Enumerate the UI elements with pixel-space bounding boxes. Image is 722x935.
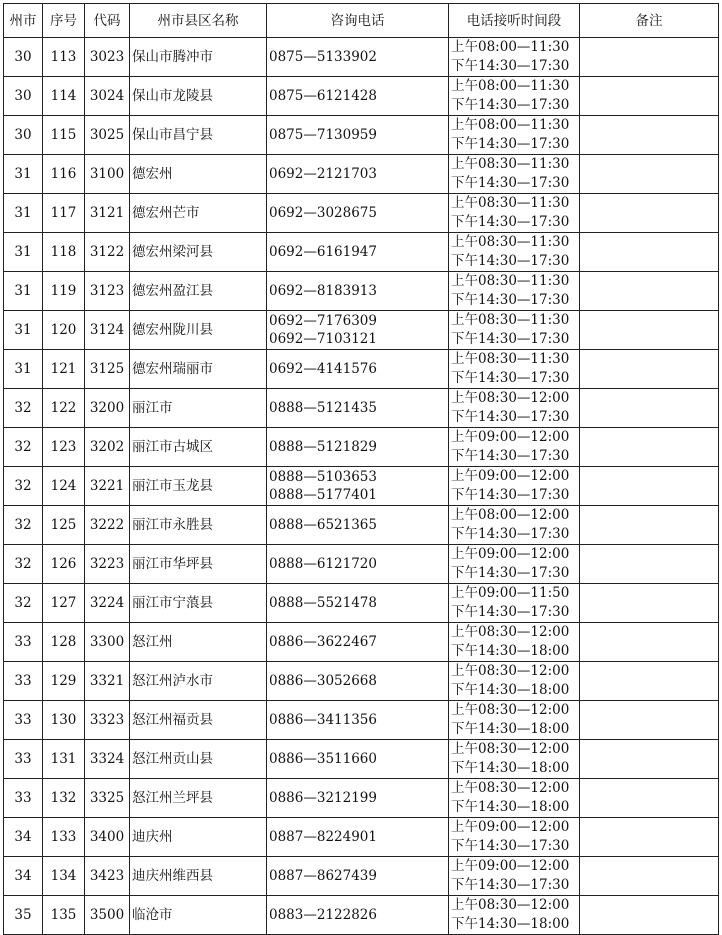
phone-number: 0888—5521478 [269,595,377,611]
morning-hours: 上午09:00—12:00 [451,468,570,484]
afternoon-hours: 下午14:30—17:30 [451,292,570,308]
cell-remarks [580,662,719,701]
cell-phone [267,155,449,194]
morning-hours: 上午08:00—11:30 [451,39,570,55]
cell-hours [449,194,580,233]
cell-code: 3321 [85,662,130,701]
cell-hours [449,155,580,194]
cell-remarks [580,623,719,662]
cell-region-name: 迪庆州 [130,818,267,857]
cell-seq: 122 [43,389,85,428]
cell-remarks [580,779,719,818]
cell-seq: 115 [43,116,85,155]
cell-seq: 131 [43,740,85,779]
table-row [4,389,719,428]
table-row [4,350,719,389]
cell-seq: 121 [43,350,85,389]
cell-phone [267,896,449,935]
cell-phone [267,38,449,77]
cell-code: 3500 [85,896,130,935]
cell-hours [449,350,580,389]
cell-remarks [580,233,719,272]
cell-seq: 123 [43,428,85,467]
cell-region-name: 丽江市玉龙县 [130,467,267,506]
cell-hours [449,38,580,77]
cell-hours [449,623,580,662]
afternoon-hours: 下午14:30—17:30 [451,487,570,503]
cell-remarks [580,116,719,155]
cell-seq: 132 [43,779,85,818]
table-row [4,38,719,77]
cell-zhoushi: 30 [4,77,43,116]
cell-hours [449,116,580,155]
table-row [4,545,719,584]
cell-zhoushi: 32 [4,584,43,623]
cell-zhoushi: 32 [4,428,43,467]
cell-code: 3400 [85,818,130,857]
cell-seq: 117 [43,194,85,233]
cell-zhoushi: 33 [4,662,43,701]
afternoon-hours: 下午14:30—18:00 [451,643,570,659]
cell-code: 3121 [85,194,130,233]
afternoon-hours: 下午14:30—17:30 [451,253,570,269]
morning-hours: 上午08:30—11:30 [451,156,570,172]
cell-hours [449,233,580,272]
cell-hours [449,389,580,428]
cell-seq: 128 [43,623,85,662]
cell-zhoushi: 34 [4,857,43,896]
table-row [4,779,719,818]
table-row [4,272,719,311]
cell-zhoushi: 33 [4,623,43,662]
afternoon-hours: 下午14:30—18:00 [451,682,570,698]
cell-hours [449,740,580,779]
cell-hours [449,584,580,623]
cell-seq: 125 [43,506,85,545]
cell-remarks [580,740,719,779]
cell-hours [449,662,580,701]
phone-number: 0692—8183913 [269,283,377,299]
afternoon-hours: 下午14:30—17:30 [451,409,570,425]
morning-hours: 上午09:00—12:00 [451,819,570,835]
cell-remarks [580,584,719,623]
cell-code: 3122 [85,233,130,272]
table-row [4,155,719,194]
morning-hours: 上午09:00—11:50 [451,585,570,601]
cell-hours [449,311,580,350]
phone-number: 0886—3052668 [269,673,377,689]
cell-region-name: 丽江市古城区 [130,428,267,467]
cell-region-name: 德宏州梁河县 [130,233,267,272]
cell-zhoushi: 33 [4,779,43,818]
cell-hours [449,818,580,857]
phone-number: 0886—3411356 [269,712,377,728]
cell-phone [267,623,449,662]
cell-phone [267,779,449,818]
cell-zhoushi: 31 [4,233,43,272]
cell-region-name: 丽江市宁蒗县 [130,584,267,623]
cell-region-name: 迪庆州维西县 [130,857,267,896]
phone-number: 0888—5177401 [269,487,377,503]
morning-hours: 上午08:30—12:00 [451,390,570,406]
cell-code: 3202 [85,428,130,467]
cell-region-name: 保山市昌宁县 [130,116,267,155]
cell-region-name: 怒江州 [130,623,267,662]
morning-hours: 上午08:30—12:00 [451,780,570,796]
morning-hours: 上午09:00—12:00 [451,546,570,562]
hotline-table [3,3,719,935]
cell-zhoushi: 32 [4,467,43,506]
morning-hours: 上午08:30—12:00 [451,663,570,679]
cell-code: 3025 [85,116,130,155]
cell-region-name: 德宏州陇川县 [130,311,267,350]
table-row [4,506,719,545]
table-body [4,38,719,935]
cell-region-name: 怒江州福贡县 [130,701,267,740]
phone-number: 0692—3028675 [269,205,377,221]
cell-code: 3023 [85,38,130,77]
cell-phone [267,272,449,311]
afternoon-hours: 下午14:30—17:30 [451,604,570,620]
table-row [4,857,719,896]
cell-region-name: 丽江市永胜县 [130,506,267,545]
cell-phone [267,389,449,428]
table-row [4,740,719,779]
morning-hours: 上午08:30—12:00 [451,741,570,757]
cell-code: 3123 [85,272,130,311]
cell-zhoushi: 30 [4,116,43,155]
cell-phone [267,350,449,389]
cell-remarks [580,857,719,896]
cell-phone [267,740,449,779]
table-row [4,194,719,233]
cell-seq: 118 [43,233,85,272]
morning-hours: 上午09:00—12:00 [451,429,570,445]
cell-zhoushi: 34 [4,818,43,857]
cell-hours [449,428,580,467]
cell-code: 3324 [85,740,130,779]
cell-zhoushi: 35 [4,896,43,935]
cell-hours [449,467,580,506]
cell-zhoushi: 32 [4,389,43,428]
cell-code: 3100 [85,155,130,194]
cell-code: 3124 [85,311,130,350]
phone-number: 0692—7176309 [269,313,377,329]
cell-seq: 113 [43,38,85,77]
cell-zhoushi: 33 [4,701,43,740]
cell-phone [267,857,449,896]
table-row [4,662,719,701]
afternoon-hours: 下午14:30—17:30 [451,175,570,191]
phone-number: 0886—3511660 [269,751,377,767]
table-row [4,77,719,116]
morning-hours: 上午08:00—11:30 [451,117,570,133]
cell-seq: 127 [43,584,85,623]
morning-hours: 上午08:00—12:00 [451,507,570,523]
cell-seq: 129 [43,662,85,701]
cell-hours [449,506,580,545]
cell-region-name: 德宏州芒市 [130,194,267,233]
afternoon-hours: 下午14:30—17:30 [451,136,570,152]
cell-code: 3221 [85,467,130,506]
afternoon-hours: 下午14:30—17:30 [451,331,570,347]
cell-remarks [580,896,719,935]
cell-hours [449,701,580,740]
cell-region-name: 临沧市 [130,896,267,935]
cell-region-name: 怒江州兰坪县 [130,779,267,818]
cell-phone [267,77,449,116]
cell-code: 3024 [85,77,130,116]
cell-remarks [580,272,719,311]
header-remarks: 备注 [580,4,719,38]
cell-code: 3423 [85,857,130,896]
cell-zhoushi: 32 [4,545,43,584]
cell-zhoushi: 31 [4,311,43,350]
cell-seq: 124 [43,467,85,506]
cell-remarks [580,311,719,350]
phone-number: 0692—4141576 [269,361,377,377]
cell-phone [267,116,449,155]
morning-hours: 上午09:00—12:00 [451,858,570,874]
phone-number: 0886—3212199 [269,790,377,806]
cell-seq: 120 [43,311,85,350]
morning-hours: 上午08:30—11:30 [451,273,570,289]
cell-phone [267,311,449,350]
cell-code: 3224 [85,584,130,623]
cell-remarks [580,818,719,857]
cell-region-name: 德宏州 [130,155,267,194]
afternoon-hours: 下午14:30—18:00 [451,760,570,776]
cell-phone [267,545,449,584]
phone-number: 0887—8224901 [269,829,377,845]
morning-hours: 上午08:00—11:30 [451,78,570,94]
cell-zhoushi: 31 [4,272,43,311]
afternoon-hours: 下午14:30—17:30 [451,565,570,581]
hotline-table-sheet [3,3,719,935]
cell-remarks [580,428,719,467]
cell-code: 3300 [85,623,130,662]
table-row [4,428,719,467]
phone-number: 0692—6161947 [269,244,377,260]
cell-phone [267,428,449,467]
cell-seq: 135 [43,896,85,935]
cell-remarks [580,701,719,740]
cell-remarks [580,38,719,77]
table-row [4,896,719,935]
cell-region-name: 德宏州瑞丽市 [130,350,267,389]
phone-number: 0888—5103653 [269,469,377,485]
table-row [4,701,719,740]
phone-number: 0692—2121703 [269,166,377,182]
cell-hours [449,77,580,116]
cell-seq: 116 [43,155,85,194]
morning-hours: 上午08:30—11:30 [451,195,570,211]
afternoon-hours: 下午14:30—17:30 [451,214,570,230]
phone-number: 0888—5121435 [269,400,377,416]
phone-number: 0886—3622467 [269,634,377,650]
cell-phone [267,584,449,623]
header-seq: 序号 [43,4,85,38]
morning-hours: 上午08:30—12:00 [451,624,570,640]
cell-phone [267,233,449,272]
cell-zhoushi: 32 [4,506,43,545]
morning-hours: 上午08:30—11:30 [451,351,570,367]
cell-phone [267,662,449,701]
cell-remarks [580,389,719,428]
afternoon-hours: 下午14:30—18:00 [451,916,570,932]
afternoon-hours: 下午14:30—17:30 [451,97,570,113]
cell-zhoushi: 31 [4,350,43,389]
cell-remarks [580,506,719,545]
cell-code: 3325 [85,779,130,818]
cell-seq: 133 [43,818,85,857]
header-hours: 电话接听时间段 [449,4,580,38]
cell-seq: 134 [43,857,85,896]
cell-hours [449,857,580,896]
cell-remarks [580,545,719,584]
cell-hours [449,545,580,584]
cell-phone [267,701,449,740]
cell-remarks [580,155,719,194]
cell-seq: 130 [43,701,85,740]
cell-code: 3222 [85,506,130,545]
afternoon-hours: 下午14:30—17:30 [451,370,570,386]
phone-number: 0887—8627439 [269,868,377,884]
cell-zhoushi: 31 [4,194,43,233]
header-code: 代码 [85,4,130,38]
cell-remarks [580,350,719,389]
morning-hours: 上午08:30—12:00 [451,702,570,718]
phone-number: 0888—6121720 [269,556,377,572]
phone-number: 0692—7103121 [269,331,377,347]
table-row [4,233,719,272]
phone-number: 0883—2122826 [269,907,377,923]
cell-remarks [580,77,719,116]
cell-hours [449,896,580,935]
cell-code: 3125 [85,350,130,389]
table-row [4,623,719,662]
afternoon-hours: 下午14:30—18:00 [451,799,570,815]
phone-number: 0888—6521365 [269,517,377,533]
cell-region-name: 怒江州泸水市 [130,662,267,701]
cell-phone [267,818,449,857]
morning-hours: 上午08:30—12:00 [451,897,570,913]
phone-number: 0888—5121829 [269,439,377,455]
cell-seq: 126 [43,545,85,584]
afternoon-hours: 下午14:30—17:30 [451,877,570,893]
afternoon-hours: 下午14:30—17:30 [451,448,570,464]
header-region-name: 州市县区名称 [130,4,267,38]
cell-phone [267,506,449,545]
table-row [4,116,719,155]
cell-region-name: 丽江市华坪县 [130,545,267,584]
table-row [4,311,719,350]
afternoon-hours: 下午14:30—17:30 [451,838,570,854]
cell-zhoushi: 31 [4,155,43,194]
cell-seq: 114 [43,77,85,116]
morning-hours: 上午08:30—11:30 [451,234,570,250]
afternoon-hours: 下午14:30—18:00 [451,721,570,737]
cell-hours [449,779,580,818]
phone-number: 0875—5133902 [269,49,377,65]
cell-code: 3323 [85,701,130,740]
cell-region-name: 保山市龙陵县 [130,77,267,116]
table-header-row [4,4,719,38]
afternoon-hours: 下午14:30—17:30 [451,58,570,74]
table-row [4,818,719,857]
phone-number: 0875—6121428 [269,88,377,104]
cell-phone [267,467,449,506]
cell-hours [449,272,580,311]
cell-remarks [580,194,719,233]
table-row [4,584,719,623]
phone-number: 0875—7130959 [269,127,377,143]
cell-zhoushi: 33 [4,740,43,779]
morning-hours: 上午08:30—11:30 [451,312,570,328]
cell-code: 3223 [85,545,130,584]
cell-region-name: 丽江市 [130,389,267,428]
table-row [4,467,719,506]
cell-zhoushi: 30 [4,38,43,77]
cell-remarks [580,467,719,506]
header-zhoushi: 州市 [4,4,43,38]
cell-region-name: 德宏州盈江县 [130,272,267,311]
header-phone: 咨询电话 [267,4,449,38]
cell-seq: 119 [43,272,85,311]
cell-code: 3200 [85,389,130,428]
afternoon-hours: 下午14:30—17:30 [451,526,570,542]
cell-region-name: 保山市腾冲市 [130,38,267,77]
cell-region-name: 怒江州贡山县 [130,740,267,779]
cell-phone [267,194,449,233]
